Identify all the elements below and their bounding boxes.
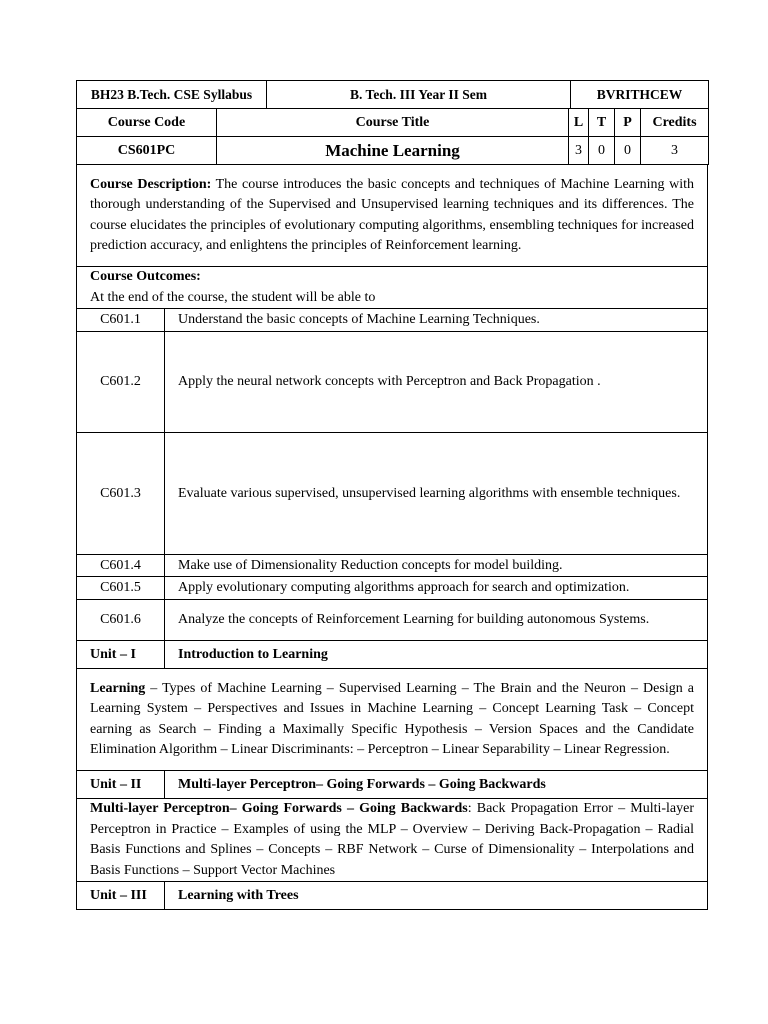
description-label: Course Description: xyxy=(90,176,212,192)
outcome-text: Make use of Dimensionality Reduction concepts for model building. xyxy=(165,555,708,577)
outcome-code: C601.4 xyxy=(77,555,165,577)
year-semester: B. Tech. III Year II Sem xyxy=(267,81,571,109)
unit-2-lead: Multi-layer Perceptron– Going Forwards – Going Backwards xyxy=(90,801,468,816)
unit-2-code: Unit – II xyxy=(77,771,165,799)
practical-header: P xyxy=(615,109,641,137)
lecture-value: 3 xyxy=(569,137,589,165)
tutorial-header: T xyxy=(589,109,615,137)
unit-1-body: – Types of Machine Learning – Supervised Learning – The Brain and the Neuron – Design a Learning System – Perspectives and Issues in Machine Learning – Concept Learning Task – Concept earning as Search – Finding a Maximally Specific Hypothesis – Version Spaces and the Candidate Elimination Algorithm – Linear Discriminants: – Perceptron – Linear Separability – Linear Regression. xyxy=(90,680,694,757)
header-table xyxy=(76,80,709,109)
unit-1-content xyxy=(77,669,708,771)
syllabus-page xyxy=(76,80,708,910)
unit-2-content xyxy=(77,799,708,882)
unit-1-title: Introduction to Learning xyxy=(165,641,708,669)
course-info-table xyxy=(76,108,709,165)
outcome-row xyxy=(77,433,708,555)
outcome-code: C601.3 xyxy=(77,433,165,555)
outcomes-intro: At the end of the course, the student will be able to xyxy=(90,289,376,305)
lecture-header: L xyxy=(569,109,589,137)
description-table xyxy=(76,164,708,309)
unit-2-title: Multi-layer Perceptron– Going Forwards – Going Backwards xyxy=(165,771,708,799)
outcome-row xyxy=(77,577,708,600)
description-text: The course introduces the basic concepts and techniques of Machine Learning with thorough understanding of the Supervised and Unsupervised learning techniques and its differences. The course elucidates the principles of evolutionary computing algorithms, ensembling techniques for increased prediction accuracy, and enlightens the principles of Reinforcement learning. xyxy=(90,176,694,253)
unit-1-table xyxy=(76,640,708,771)
outcome-text: Analyze the concepts of Reinforcement Learning for building autonomous Systems. xyxy=(165,600,708,641)
unit-3-title: Learning with Trees xyxy=(165,882,708,910)
unit-2-table xyxy=(76,770,708,882)
credits-header: Credits xyxy=(641,109,709,137)
syllabus-label: BH23 B.Tech. CSE Syllabus xyxy=(77,81,267,109)
unit-1-lead: Learning xyxy=(90,680,146,696)
outcome-code: C601.5 xyxy=(77,577,165,600)
tutorial-value: 0 xyxy=(589,137,615,165)
outcome-text: Understand the basic concepts of Machine Learning Techniques. xyxy=(165,309,708,332)
practical-value: 0 xyxy=(615,137,641,165)
outcome-code: C601.6 xyxy=(77,600,165,641)
college-code: BVRITHCEW xyxy=(571,81,709,109)
outcome-text: Apply evolutionary computing algorithms approach for search and optimization. xyxy=(165,577,708,600)
unit-2-body: : Back Propagation Error – Multi-layer Perceptron in Practice – Examples of using the MLP – Overview – Deriving Back-Propagation – Radial Basis Functions and Splines – Concepts – RBF Network – Curse of Dimensionality – Interpolations and Basis Functions – Support Vector Machines xyxy=(90,801,694,878)
unit-1-code: Unit – I xyxy=(77,641,165,669)
outcome-row xyxy=(77,309,708,332)
course-outcomes-header xyxy=(77,267,708,309)
outcomes-table xyxy=(76,308,708,641)
unit-3-table xyxy=(76,881,708,910)
outcome-code: C601.1 xyxy=(77,309,165,332)
outcome-code: C601.2 xyxy=(77,332,165,433)
credits-value: 3 xyxy=(641,137,709,165)
course-code-value: CS601PC xyxy=(77,137,217,165)
outcome-row xyxy=(77,332,708,433)
outcome-row xyxy=(77,600,708,641)
outcomes-label: Course Outcomes: xyxy=(90,269,201,284)
unit-3-code: Unit – III xyxy=(77,882,165,910)
outcome-row xyxy=(77,555,708,577)
outcome-text: Apply the neural network concepts with Perceptron and Back Propagation . xyxy=(165,332,708,433)
course-description xyxy=(77,165,708,267)
course-code-header: Course Code xyxy=(77,109,217,137)
course-title-value: Machine Learning xyxy=(217,137,569,165)
outcome-text: Evaluate various supervised, unsupervised learning algorithms with ensemble techniques. xyxy=(165,433,708,555)
course-title-header: Course Title xyxy=(217,109,569,137)
